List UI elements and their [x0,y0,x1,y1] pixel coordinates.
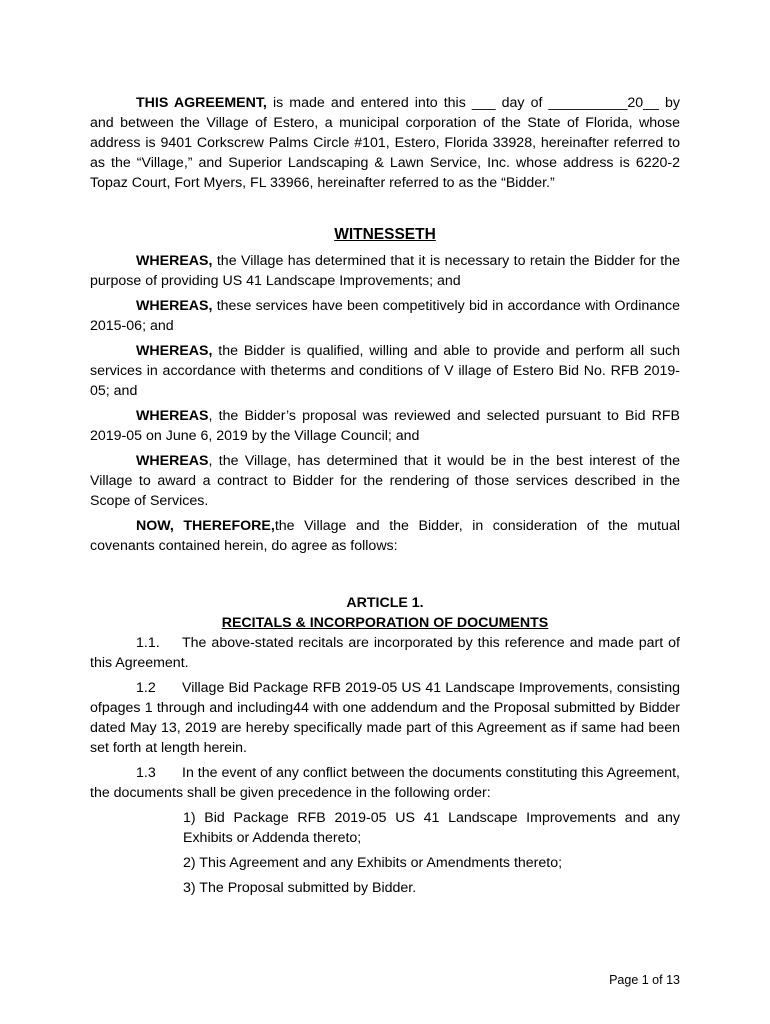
clause-lead: WHEREAS [136,408,209,424]
section-1-2 [90,678,680,758]
clause-text: , the Village, has determined that it would be in the best interest of the Village to award a contract to Bidder for the rendering of those services described in the Scope of Services. [90,453,680,509]
clause-text: the Village has determined that it is necessary to retain the Bidder for the purpose of providing US 41 Landscape Improvements; and [90,253,680,289]
whereas-clause-4 [90,406,680,446]
clause-lead: WHEREAS [136,453,209,469]
intro-text: is made and entered into this ___ day of __________20__ by and between the Village of Estero, a municipal corporation of the State of Florida, whose address is 9401 Corkscrew Palms Circle #101, Estero, Florida 33928, hereinafter referred to as the “Village,” and Superior Landscaping & Lawn Service, Inc. whose address is 6220-2 Topaz Court, Fort Myers, FL 33966, hereinafter referred to as the “Bidder.” [90,95,681,191]
intro-paragraph [90,93,680,193]
clause-text: these services have been competitively bid in accordance with Ordinance 2015-06; and [90,298,680,334]
whereas-clause-3 [90,341,680,401]
section-number: 1.3 [136,765,156,781]
whereas-clause-5 [90,451,680,511]
section-text: The above-stated recitals are incorporated by this reference and made part of this Agreement. [90,635,680,671]
section-number: 1.2 [136,680,156,696]
section-1-3 [90,763,680,803]
page-number: Page 1 of 13 [609,973,680,987]
precedence-list [183,808,680,898]
article-title: RECITALS & INCORPORATION OF DOCUMENTS [221,615,549,631]
clause-text: , the Bidder’s proposal was reviewed and selected pursuant to Bid RFB 2019-05 on June 6, 2019 by the Village Council; and [90,408,680,444]
clause-lead: WHEREAS, [136,253,213,269]
clause-text: the Village and the Bidder, in consideration of the mutual covenants contained herein, do agree as follows: [90,518,680,554]
whereas-clause-1 [90,251,680,291]
document-page [90,93,680,898]
intro-lead: THIS AGREEMENT, [136,95,267,111]
precedence-item-2: 2) This Agreement and any Exhibits or Amendments thereto; [183,855,563,871]
section-1-1 [90,633,680,673]
whereas-clause-2 [90,296,680,336]
section-number: 1.1. [136,635,160,651]
precedence-item-3: 3) The Proposal submitted by Bidder. [183,880,417,896]
article-number: ARTICLE 1. [346,595,424,611]
precedence-item-1: 1) Bid Package RFB 2019-05 US 41 Landscape Improvements and any Exhibits or Addenda thereto; [183,810,680,846]
clause-lead: NOW, THEREFORE, [136,518,275,534]
section-text: Village Bid Package RFB 2019-05 US 41 Landscape Improvements, consisting ofpages 1 through and including44 with one addendum and the Proposal submitted by Bidder dated May 13, 2019 are hereby specifically made part of this Agreement as if same had been set forth at length herein. [90,680,680,756]
now-therefore-clause [90,516,680,556]
clause-lead: WHEREAS, [136,298,213,314]
clause-text: the Bidder is qualified, willing and able to provide and perform all such services in accordance with theterms and conditions of V illage of Estero Bid No. RFB 2019-05; and [90,343,680,399]
witnesseth-heading: WITNESSETH [334,226,436,243]
clause-lead: WHEREAS, [136,343,213,359]
section-text: In the event of any conflict between the documents constituting this Agreement, the documents shall be given precedence in the following order: [90,765,680,801]
